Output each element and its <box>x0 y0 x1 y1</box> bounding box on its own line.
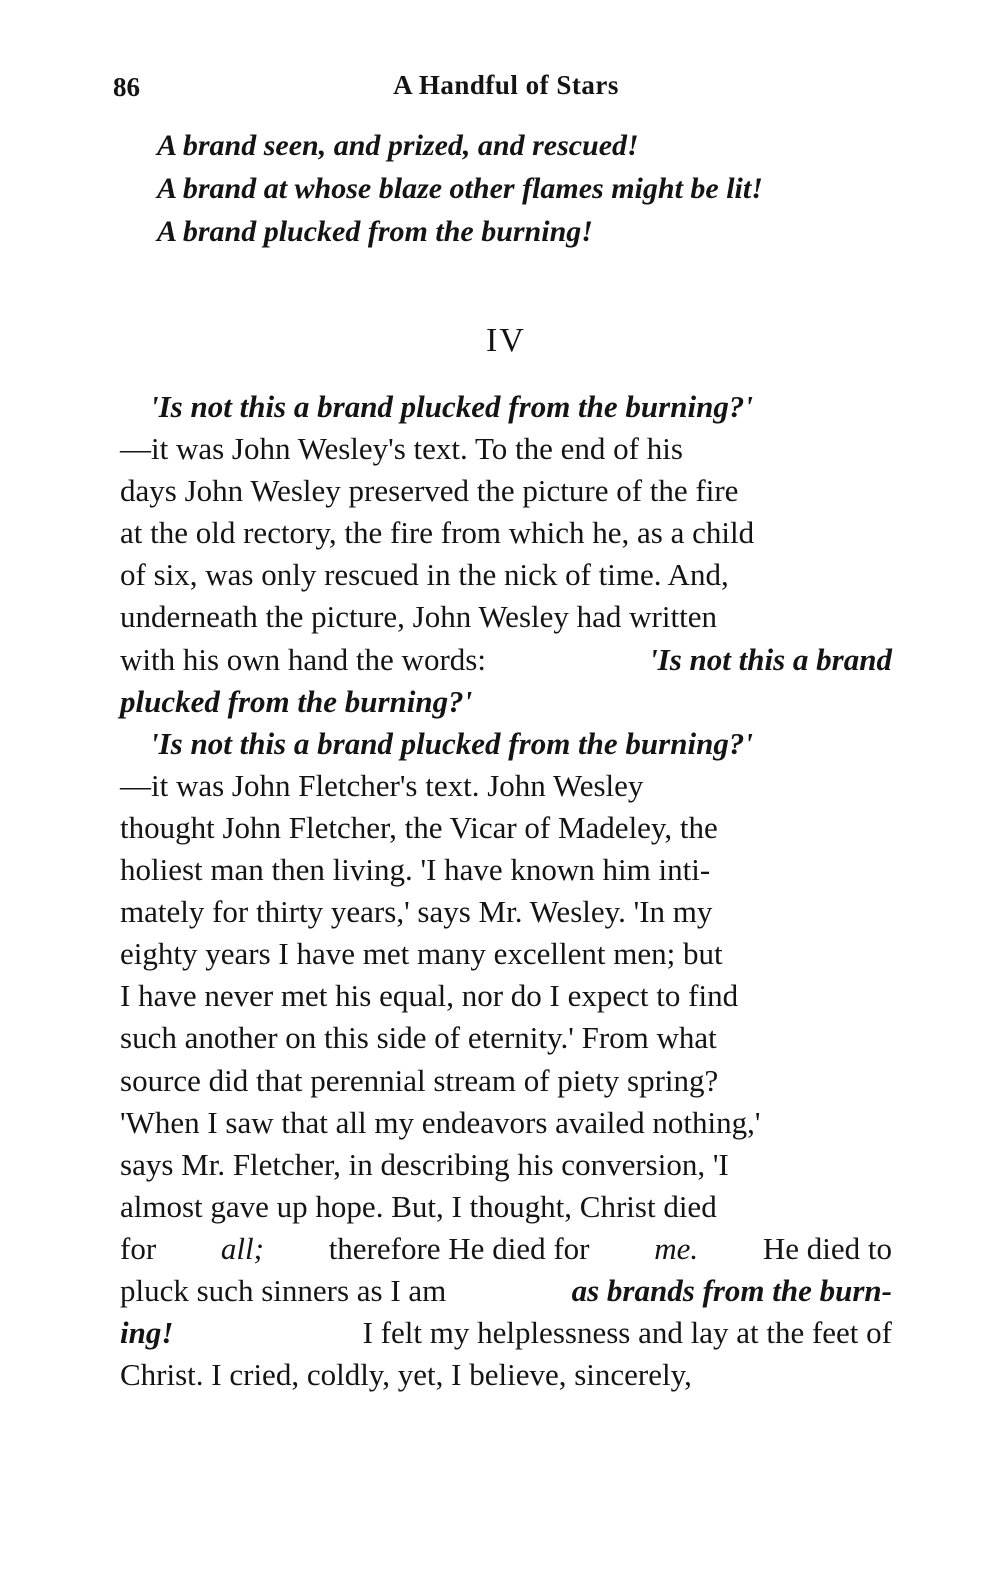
body-text <box>120 386 892 1396</box>
text-segment: I felt my helplessness and lay at the feet of <box>362 1315 892 1351</box>
text-line: of six, was only rescued in the nick of time. And, <box>120 557 729 593</box>
text-line <box>120 723 892 765</box>
text-line: Christ. I cried, coldly, yet, I believe, sincerely, <box>120 1357 692 1393</box>
emphasis-segment: me. <box>654 1230 699 1266</box>
text-line: 'When I saw that all my endeavors availed nothing,' <box>120 1104 761 1140</box>
page-number: 86 <box>113 72 140 102</box>
text-segment: for <box>120 1230 157 1266</box>
text-line: such another on this side of eternity.' From what <box>120 1020 717 1056</box>
text-line: holiest man then living. 'I have known him inti- <box>120 852 711 888</box>
text-line: at the old rectory, the fire from which he, as a child <box>120 515 755 551</box>
section-heading: IV <box>486 322 526 359</box>
verse-block <box>157 124 917 253</box>
text-line <box>120 1228 892 1270</box>
text-segment: pluck such sinners as I am <box>120 1272 447 1308</box>
text-line <box>120 386 892 428</box>
text-line: mately for thirty years,' says Mr. Wesley. 'In my <box>120 894 713 930</box>
verse-line: A brand plucked from the burning! <box>157 215 593 248</box>
verse-line: A brand seen, and prized, and rescued! <box>157 129 639 162</box>
text-segment: with his own hand the words: <box>120 641 486 677</box>
emphasis-segment: as brands from the burn- <box>571 1272 892 1308</box>
running-head-title: A Handful of Stars <box>393 70 619 100</box>
emphasis-segment: all; <box>220 1230 264 1266</box>
text-line <box>120 681 892 723</box>
text-line: underneath the picture, John Wesley had written <box>120 599 717 635</box>
text-line: source did that perennial stream of piety spring? <box>120 1062 719 1098</box>
text-line: —it was John Fletcher's text. John Wesley <box>120 767 644 803</box>
quote-line: 'Is not this a brand plucked from the burning?' <box>150 389 753 424</box>
quote-segment: 'Is not this a brand <box>649 641 892 677</box>
text-line: —it was John Wesley's text. To the end of his <box>120 431 683 467</box>
text-line: I have never met his equal, nor do I expect to find <box>120 978 739 1014</box>
text-line <box>120 1270 892 1312</box>
text-line: eighty years I have met many excellent men; but <box>120 936 723 972</box>
text-line: thought John Fletcher, the Vicar of Madeley, the <box>120 809 718 845</box>
text-line: days John Wesley preserved the picture of the fire <box>120 473 739 509</box>
text-segment: therefore He died for <box>328 1230 590 1266</box>
emphasis-segment: ing! <box>120 1315 174 1351</box>
text-line: says Mr. Fletcher, in describing his conversion, 'I <box>120 1146 729 1182</box>
quote-segment: plucked from the burning?' <box>120 683 473 719</box>
text-line: almost gave up hope. But, I thought, Christ died <box>120 1188 717 1224</box>
quote-line: 'Is not this a brand plucked from the burning?' <box>150 725 753 761</box>
verse-line: A brand at whose blaze other flames might be lit! <box>157 172 763 205</box>
text-line <box>120 1312 892 1354</box>
text-segment: He died to <box>762 1230 892 1266</box>
text-line <box>120 639 892 681</box>
